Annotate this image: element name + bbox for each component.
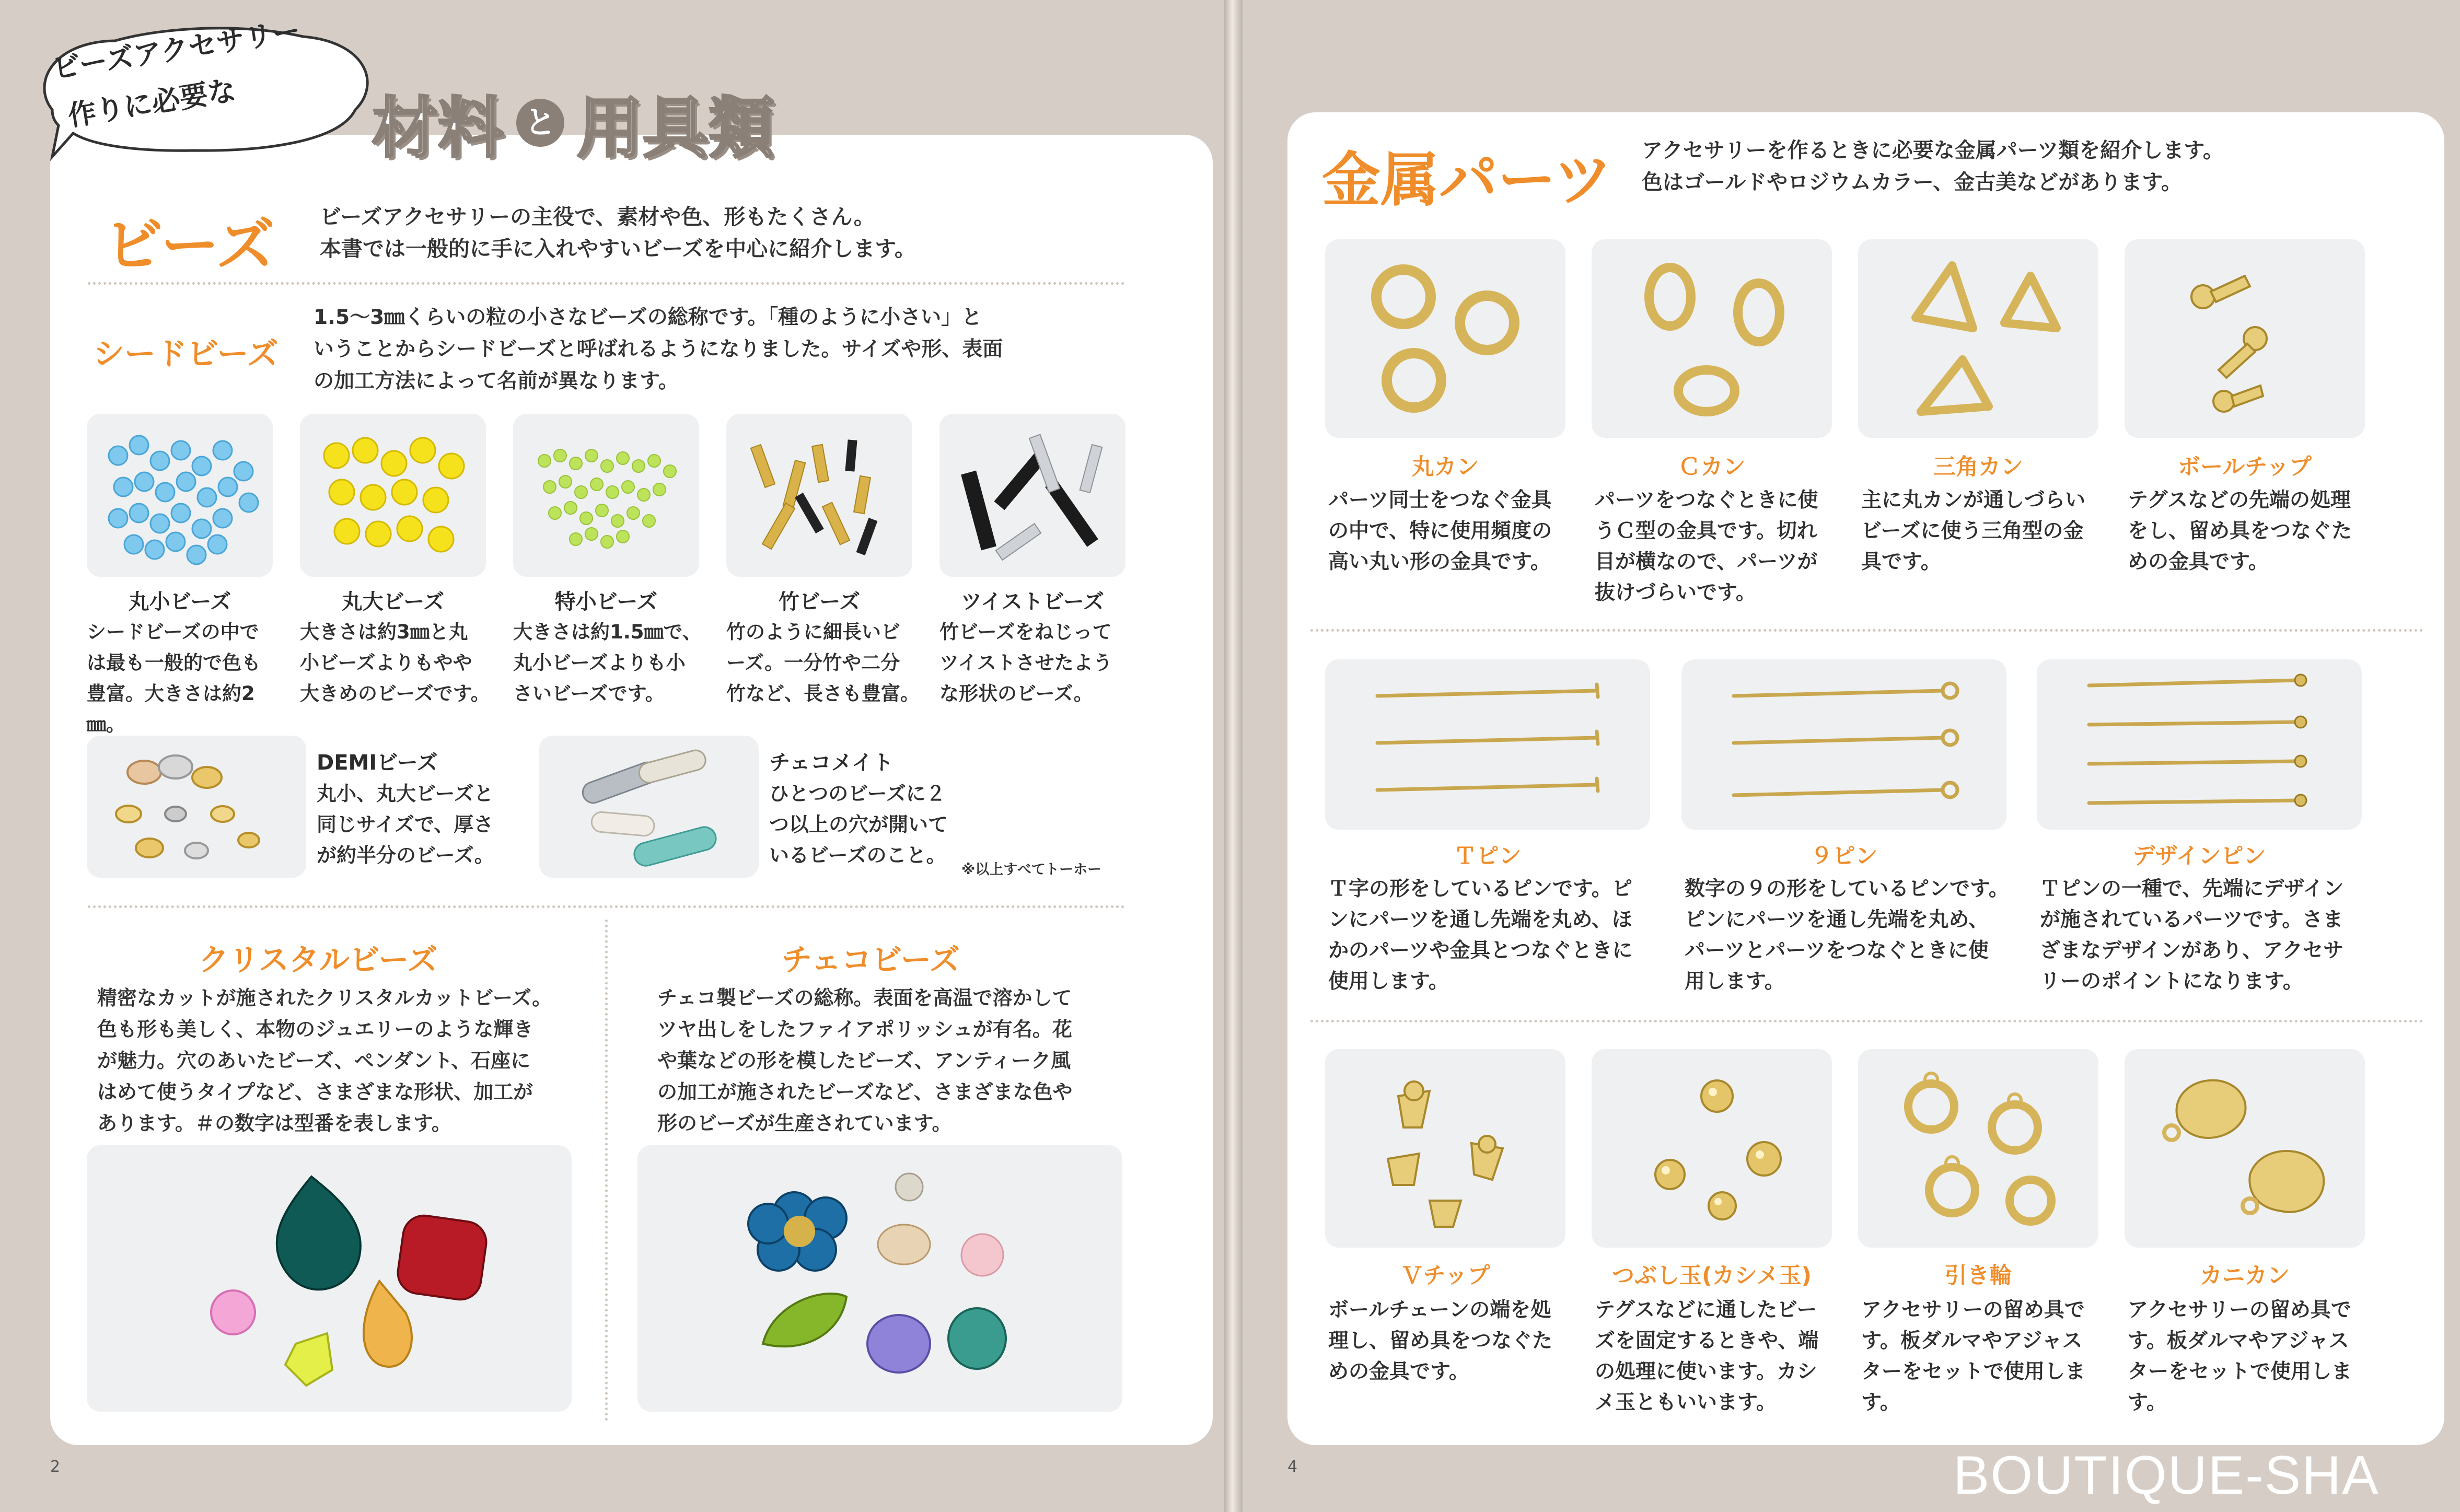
seed-item-text-2: 大きさは約1.5㎜で、 丸小ビーズよりも小 さいビーズです。 [513,621,702,705]
row1-name-2: 三角カン [1933,454,2023,480]
divider [88,282,1125,285]
left-page [0,0,1224,1512]
photo-c-kan [1592,239,1832,438]
czech-photo [637,1145,1122,1412]
page-number-right: 4 [1287,1458,1298,1476]
photo-sankaku-kan [1858,239,2098,438]
page-number-left: 2 [50,1458,61,1476]
photo-kanikan [2125,1049,2365,1248]
seed-item-text-1: 大きさは約3㎜と丸 小ビーズよりもやや 大きめのビーズです。 [300,621,490,705]
row2-text-0: Ｔ字の形をしているピンです。ピ ンにパーツを通し先端を丸め、ほ かのパーツや金具とつなぐときに 使用します。 [1328,877,1633,993]
seed-item-name-4: ツイストビーズ [961,590,1104,614]
seed-item-name-3: 竹ビーズ [778,590,861,614]
row1-name-1: Ｃカン [1678,454,1746,480]
heading-connector: と [516,99,564,147]
heading-part1: 材料 [372,89,504,167]
seed-photo-maru-sho [87,414,273,577]
seed-item-text-3: 竹のように細長いビ ーズ。一分竹や二分 竹など、長さも豊富。 [726,621,920,705]
row1-name-0: 丸カン [1411,454,1479,480]
row3-name-1: つぶし玉(カシメ玉) [1611,1263,1812,1289]
page-heading [372,84,774,167]
bubble-line1: ビーズアクセサリー [50,14,303,86]
czech-title: チェコビーズ [782,942,960,978]
seed-photo-maru-dai [300,414,486,577]
seed-item-name-0: 丸小ビーズ [128,590,231,614]
seed-photo-toku-sho [513,414,699,577]
photo-tsubushi-dama [1592,1049,1832,1248]
row3-name-3: カニカン [2200,1263,2290,1289]
row3-name-0: Ｖチップ [1400,1263,1490,1289]
photo-ball-chip [2125,239,2365,438]
bubble-line2: 作りに必要な [65,73,238,133]
beads-description: ビーズアクセサリーの主役で、素材や色、形もたくさん。 本書では一般的に手に入れやすいビーズを中心に紹介します。 [320,204,916,261]
seed-title: シードビーズ [93,336,279,373]
row2-name-1: ９ピン [1810,843,1878,869]
seed-item-name-2: 特小ビーズ [554,590,658,614]
demi-name: DEMIビーズ [317,751,438,775]
row3-name-2: 引き輪 [1944,1263,2012,1289]
row1-text-2: 主に丸カンが通しづらい ビーズに使う三角型の金 具です。 [1861,489,2086,574]
metal-title: 金属パーツ [1322,146,1612,214]
divider [88,905,1125,908]
czechmate-text: ひとつのビーズに２ つ以上の穴が開いて いるビーズのこと。 [769,782,948,867]
photo-v-chip [1325,1049,1565,1248]
row3-text-0: ボールチェーンの端を処 理し、留め具をつなぐた めの金具です。 [1328,1298,1553,1383]
photo-design-pin [2037,659,2362,830]
photo-hikiwa [1858,1049,2098,1248]
row2-text-2: Ｔピンの一種で、先端にデザイン が施されているパーツです。さま ざまなデザインがあり、アクセサ リーのポイントになります。 [2040,877,2344,993]
row3-text-1: テグスなどに通したビー ズを固定するときや、端 の処理に使います。カシ メ玉ともいいます。 [1595,1298,1819,1414]
row3-text-2: アクセサリーの留め具で す。板ダルマやアジャス ターをセットで使用しま す。 [1861,1298,2086,1414]
row2-text-1: 数字の９の形をしているピンです。 ピンにパーツを通し先端を丸め、 パーツとパーツをつなぐときに使 用します。 [1685,877,2009,993]
divider [605,920,608,1421]
seed-photo-twist [939,414,1125,577]
seed-photo-take [726,414,912,577]
book-gutter [1224,0,1243,1512]
seed-item-name-1: 丸大ビーズ [341,590,445,614]
row3-text-3: アクセサリーの留め具で す。板ダルマやアジャス ターをセットで使用しま す。 [2128,1298,2352,1414]
metal-description: アクセサリーを作るときに必要な金属パーツ類を紹介します。 色はゴールドやロジウムカラー、金古美などがあります。 [1642,138,2224,194]
czechmate-photo [539,736,759,878]
row2-name-0: Ｔピン [1454,843,1522,869]
row2-name-2: デザインピン [2132,843,2266,869]
photo-t-pin [1325,659,1650,830]
heading-part2: 用具類 [577,89,774,167]
seed-item-text-0: シードビーズの中で は最も一般的で色も 豊富。大きさは約2㎜。 [87,621,261,736]
divider [1310,629,2423,632]
publisher-watermark: BOUTIQUE-SHA [1953,1445,2380,1506]
beads-title: ビーズ [105,212,275,280]
seed-note: ※以上すべてトーホー [961,862,1102,878]
row1-text-3: テグスなどの先端の処理 をし、留め具をつなぐた めの金具です。 [2128,489,2352,574]
row1-text-0: パーツ同士をつなぐ金具 の中で、特に使用頻度の 高い丸い形の金具です。 [1328,489,1552,574]
crystal-text: 精密なカットが施されたクリスタルカットビーズ。 色も形も美しく、本物のジュエリーのような輝き が魅力。穴のあいたビーズ、ペンダント、石座に はめて使うタイプなど、さまざまな形状、加工が あります。＃の数字は型番を表します。 [97,986,552,1135]
divider [1310,1020,2423,1022]
row1-text-1: パーツをつなぐときに使 うＣ型の金具です。切れ 目が横なので、パーツが 抜けづらいです。 [1595,489,1818,604]
czech-text: チェコ製ビーズの総称。表面を高温で溶かして ツヤ出しをしたファイアポリッシュが有名。花 や葉などの形を模したビーズ、アンティーク風 の加工が施されたビーズなど、さまざまな色や 形のビーズが生産されています。 [657,986,1073,1135]
seed-description: 1.5～3㎜くらいの粒の小さなビーズの総称です。「種のように小さい」と いうことからシードビーズと呼ばれるようになりました。サイズや形、表面 の加工方法によって名前が異なります。 [314,306,1003,393]
demi-photo [87,736,306,878]
row1-name-3: ボールチップ [2178,454,2312,480]
photo-maru-kan [1325,239,1565,438]
demi-text: 丸小、丸大ビーズと 同じサイズで、厚さ が約半分のビーズ。 [317,782,494,867]
right-page [1243,0,2460,1512]
czechmate-name: チェコメイト [769,751,894,775]
seed-item-text-4: 竹ビーズをねじって ツイストさせたよう な形状のビーズ。 [939,621,1112,705]
photo-9-pin [1681,659,2006,830]
crystal-title: クリスタルビーズ [199,942,438,978]
crystal-photo [87,1145,572,1412]
